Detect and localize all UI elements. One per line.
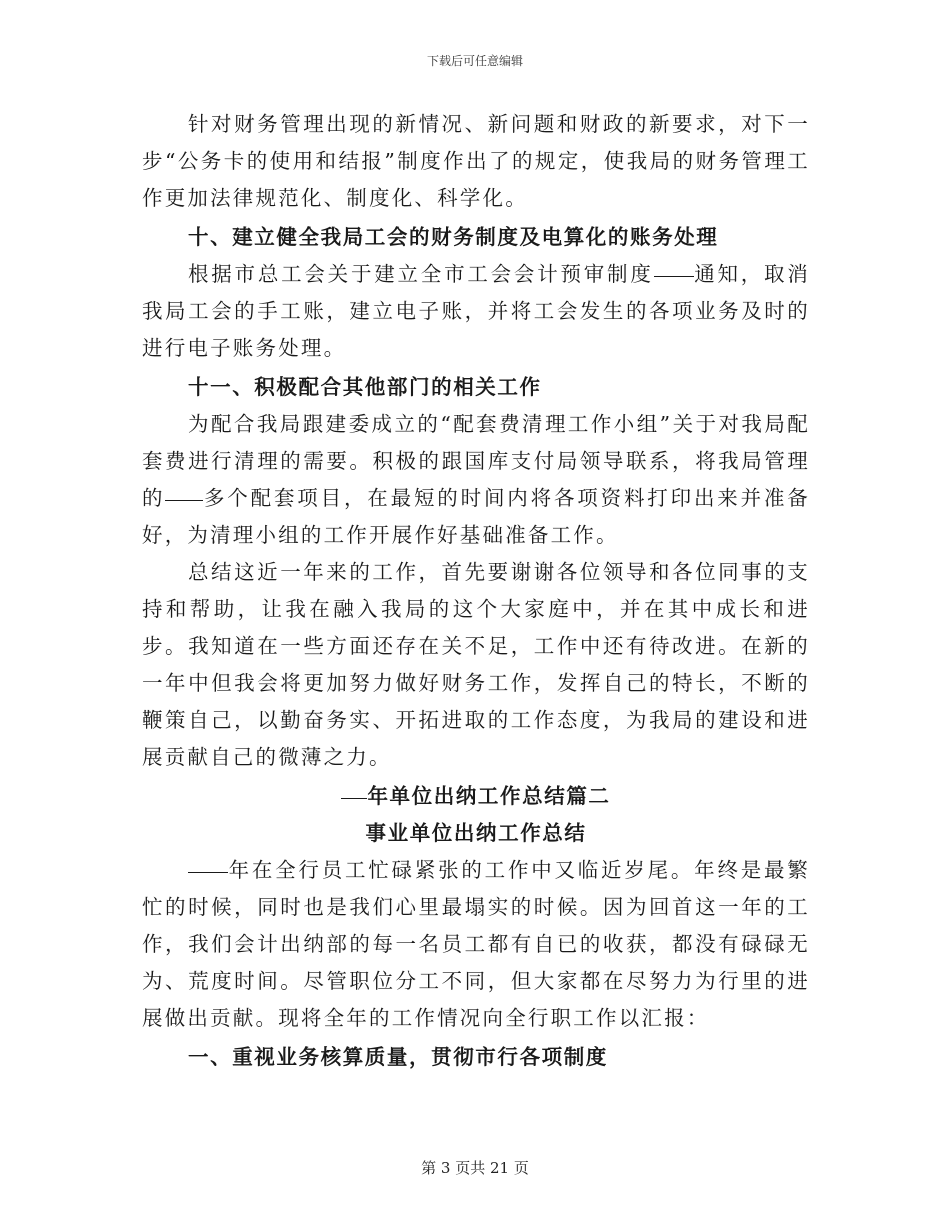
paragraph-text: 通知，取消我局工会的手工账，建立电子账，并将工会发生的各项业务及时的进行电子账务处理。 xyxy=(142,262,811,360)
page-number: 第 3 页共 21 页 xyxy=(421,1159,529,1177)
fill-in-blank xyxy=(188,871,228,873)
paragraph-union-accounts xyxy=(142,256,810,367)
paragraph-fee-clearing xyxy=(142,406,810,554)
paragraph-text: 多个配套项目，在最短的时间内将各项资料打印出来并准备好，为清理小组的工作开展作好基础准备工作。 xyxy=(142,486,811,547)
section-heading-1: 一、重视业务核算质量，贯彻市行各项制度 xyxy=(188,1045,608,1069)
paragraph-cashier-intro xyxy=(142,852,810,1037)
fill-in-blank xyxy=(165,499,177,501)
article-title xyxy=(142,778,810,815)
fill-in-blank xyxy=(654,275,694,277)
paragraph-year-summary: 总结这近一年来的工作，首先要谢谢各位领导和各位同事的支持和帮助，让我在融入我局的这个大家庭中，并在其中成长和进步。我知道在一些方面还存在关不足，工作中还有待改进。在新的一年中但我会将更加努力做好财务工作，发挥自己的特长，不断的鞭策自己，以勤奋务实、开拓进取的工作态度，为我局的建设和进展贡献自己的微薄之力。 xyxy=(142,560,810,769)
fill-in-blank xyxy=(177,499,203,501)
section-heading-11: 十一、积极配合其他部门的相关工作 xyxy=(188,375,542,399)
page-header: 下载后可任意编辑 xyxy=(426,54,523,68)
paragraph-text: 根据市总工会关于建立全市工会会计预审制度 xyxy=(188,262,654,286)
article-subtitle: 事业单位出纳工作总结 xyxy=(365,821,587,845)
paragraph-text: 年在全行员工忙碌紧张的工作中又临近岁尾。年终是最繁忙的时候，同时也是我们心里最塌实的时候。因为回首这一年的工作，我们会计出纳部的每一名员工都有自已的收获，都没有碌碌无为、荒度时间。尽管职位分工不同，但大家都在尽努力为行里的进展做出贡献。现将全年的工作情况向全行职工作以汇报： xyxy=(142,858,810,1030)
section-heading-10: 十、建立健全我局工会的财务制度及电算化的账务处理 xyxy=(188,225,719,249)
document-body xyxy=(142,106,810,1076)
paragraph-card-usage: 针对财务管理出现的新情况、新问题和财政的新要求，对下一步“公务卡的使用和结报”制度作出了的规定，使我局的财务管理工作更加法律规范化、制度化、科学化。 xyxy=(142,112,810,210)
article-title-text: 年单位出纳工作总结篇二 xyxy=(367,784,611,808)
fill-in-blank xyxy=(341,797,367,799)
paragraph-text: 为配合我局跟建委成立的“配套费清理工作小组”关于对我局配套费进行清理的需要。积极的跟国库支付局领导联系，将我局管理的 xyxy=(142,412,810,510)
